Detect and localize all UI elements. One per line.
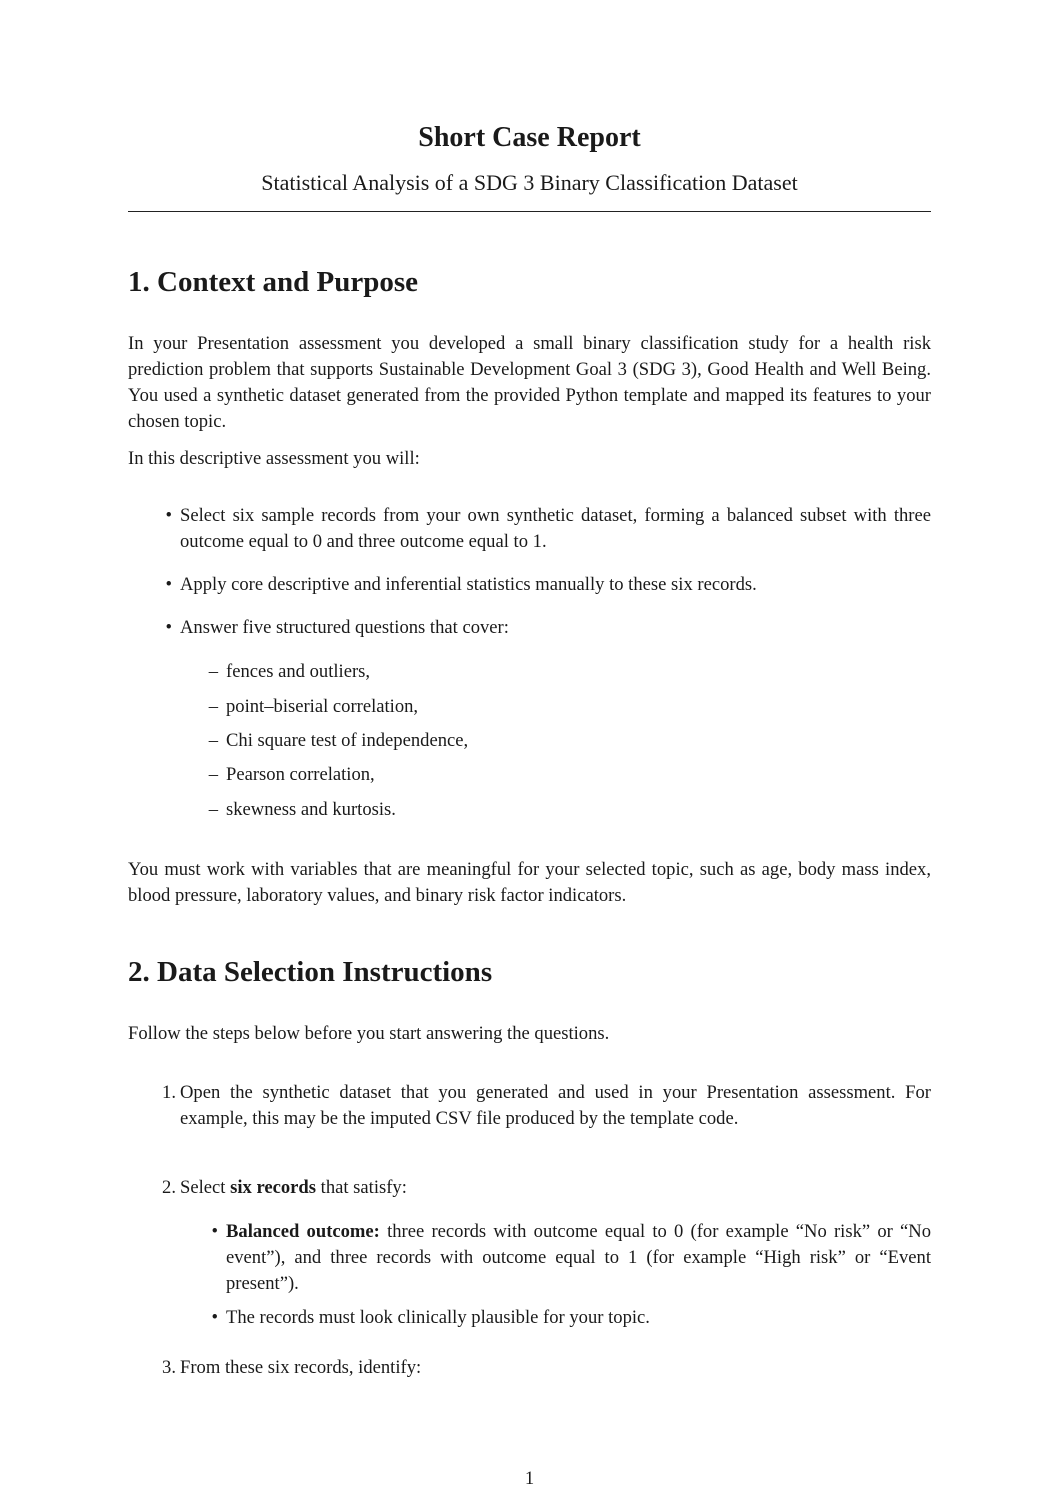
dash-marker: –	[208, 661, 218, 682]
list-item: Select six sample records from your own synthetic dataset, forming a balanced subset with three outcome equal to 0 and three outcome equal to 1.	[180, 505, 931, 552]
item-text: three records with outcome equal to 0 (for example “No risk” or “No event”), and three records with outcome equal to 1 (for example “High risk” or “Event present”).	[226, 1221, 931, 1294]
section-heading-data-selection: 2. Data Selection Instructions	[128, 956, 493, 988]
paragraph-context: In your Presentation assessment you developed a small binary classification study for a health risk prediction problem that supports Sustainable Development Goal 3 (SDG 3), Good Health and Well Being. You used a synthetic dataset generated from the provided Python template and mapped its features to your chosen topic.	[128, 333, 931, 432]
page-number: 1	[524, 1468, 535, 1489]
document-subtitle: Statistical Analysis of a SDG 3 Binary Classification Dataset	[261, 170, 798, 195]
list-item: Open the synthetic dataset that you generated and used in your Presentation assessment. For example, this may be the imputed CSV file produced by the template code.	[180, 1082, 931, 1129]
dash-marker: –	[208, 730, 218, 751]
list-item: Answer five structured questions that cover:	[180, 617, 509, 638]
step-number: 1.	[162, 1082, 176, 1103]
section-heading-context: 1. Context and Purpose	[128, 266, 419, 298]
step-text: Select	[180, 1177, 231, 1198]
bullet-marker: •	[165, 574, 172, 595]
document-page	[128, 0, 931, 1497]
step-number: 2.	[162, 1177, 176, 1198]
sub-list-item: fences and outliers,	[226, 661, 371, 682]
sub-list-item: Pearson correlation,	[226, 764, 375, 785]
bullet-marker: •	[165, 617, 172, 638]
title-divider	[128, 211, 931, 212]
sub-list-item	[226, 1219, 931, 1297]
dash-marker: –	[208, 764, 218, 785]
sub-list-item: The records must look clinically plausible for your topic.	[226, 1307, 650, 1328]
dash-marker: –	[208, 696, 218, 717]
document-title: Short Case Report	[418, 122, 641, 153]
paragraph-you-will: In this descriptive assessment you will:	[128, 448, 420, 469]
list-item	[180, 1175, 931, 1201]
list-item: Apply core descriptive and inferential statistics manually to these six records.	[180, 574, 757, 595]
step-text: that satisfy:	[316, 1177, 407, 1198]
sub-list-item: skewness and kurtosis.	[226, 799, 396, 820]
step-emphasis: six records	[230, 1177, 316, 1198]
sub-list-item: point–biserial correlation,	[226, 696, 419, 717]
paragraph-follow-steps: Follow the steps below before you start answering the questions.	[128, 1023, 610, 1044]
list-item: From these six records, identify:	[180, 1357, 422, 1378]
bullet-marker: •	[211, 1221, 218, 1242]
item-emphasis: Balanced outcome:	[226, 1221, 380, 1242]
step-number: 3.	[162, 1357, 176, 1378]
bullet-marker: •	[211, 1307, 218, 1328]
sub-list-item: Chi square test of independence,	[226, 730, 469, 751]
bullet-marker: •	[165, 505, 172, 526]
paragraph-variables: You must work with variables that are meaningful for your selected topic, such as age, body mass index, blood pressure, laboratory values, and binary risk factor indicators.	[128, 859, 931, 906]
dash-marker: –	[208, 799, 218, 820]
